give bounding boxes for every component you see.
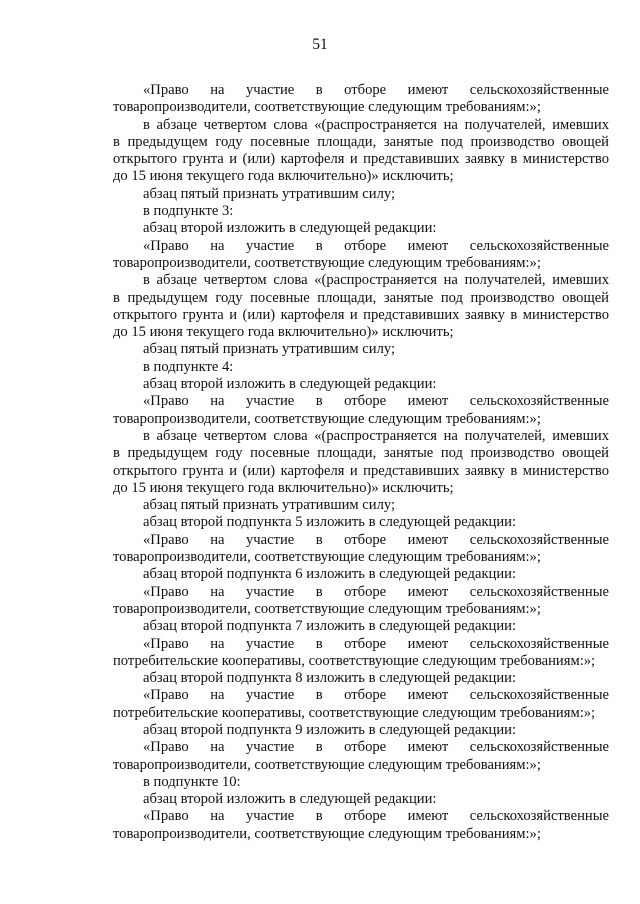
text-line: товаропроизводители, соответствующие следующим требованиям:»; <box>113 756 541 773</box>
text-line: потребительские кооперативы, соответствующие следующим требованиям:»; <box>113 704 596 721</box>
text-line: «Право на участие в отборе имеют сельскохозяйственные <box>143 687 609 704</box>
text-line: «Право на участие в отборе имеют сельскохозяйственные <box>143 739 609 756</box>
text-line: открытого грунта и (или) картофеля и представивших заявку в министерство <box>113 306 609 323</box>
text-line: товаропроизводители, соответствующие следующим требованиям:»; <box>113 410 541 427</box>
text-line: до 15 июня текущего года включительно)» исключить; <box>113 479 454 496</box>
text-line: «Право на участие в отборе имеют сельскохозяйственные <box>143 82 609 98</box>
text-line: в подпункте 3: <box>143 203 234 220</box>
text-line: абзац второй подпункта 5 изложить в следующей редакции: <box>143 514 517 531</box>
text-line: абзац второй подпункта 7 изложить в следующей редакции: <box>143 618 517 635</box>
text-line: «Право на участие в отборе имеют сельскохозяйственные <box>143 583 609 600</box>
text-line: в предыдущем году посевные площади, занятые под производство овощей <box>113 445 609 462</box>
text-line: до 15 июня текущего года включительно)» исключить; <box>113 168 454 185</box>
text-line: в подпункте 4: <box>143 358 234 375</box>
text-line: в подпункте 10: <box>143 773 241 790</box>
text-line: абзац пятый признать утратившим силу; <box>143 185 396 202</box>
text-line: товаропроизводители, соответствующие следующим требованиям:»; <box>113 825 541 842</box>
text-line: потребительские кооперативы, соответствующие следующим требованиям:»; <box>113 652 596 669</box>
text-line: абзац второй подпункта 9 изложить в следующей редакции: <box>143 721 517 738</box>
text-line: абзац второй изложить в следующей редакции: <box>143 791 437 808</box>
text-line: «Право на участие в отборе имеют сельскохозяйственные <box>143 531 609 548</box>
text-line: товаропроизводители, соответствующие следующим требованиям:»; <box>113 254 541 271</box>
text-line: товаропроизводители, соответствующие следующим требованиям:»; <box>113 99 541 116</box>
text-line: до 15 июня текущего года включительно)» исключить; <box>113 324 454 341</box>
text-line: в абзаце четвертом слова «(распространяется на получателей, имевших <box>143 427 609 444</box>
text-line: «Право на участие в отборе имеют сельскохозяйственные <box>143 393 609 410</box>
text-line: абзац пятый признать утратившим силу; <box>143 497 396 514</box>
text-line: абзац второй изложить в следующей редакции: <box>143 220 437 237</box>
text-line: в предыдущем году посевные площади, занятые под производство овощей <box>113 133 609 150</box>
text-line: «Право на участие в отборе имеют сельскохозяйственные <box>143 635 609 652</box>
page-number: 51 <box>312 36 328 53</box>
text-line: абзац второй подпункта 6 изложить в следующей редакции: <box>143 566 517 583</box>
text-line: открытого грунта и (или) картофеля и представивших заявку в министерство <box>113 462 609 479</box>
text-line: в абзаце четвертом слова «(распространяется на получателей, имевших <box>143 272 609 289</box>
document-body <box>113 82 609 843</box>
text-line: абзац второй подпункта 8 изложить в следующей редакции: <box>143 670 517 687</box>
text-line: абзац второй изложить в следующей редакции: <box>143 376 437 393</box>
text-line: открытого грунта и (или) картофеля и представивших заявку в министерство <box>113 151 609 168</box>
text-line: абзац пятый признать утратившим силу; <box>143 341 396 358</box>
text-line: в абзаце четвертом слова «(распространяется на получателей, имевших <box>143 116 609 133</box>
text-line: товаропроизводители, соответствующие следующим требованиям:»; <box>113 549 541 566</box>
text-line: «Право на участие в отборе имеют сельскохозяйственные <box>143 237 609 254</box>
text-line: «Право на участие в отборе имеют сельскохозяйственные <box>143 808 609 825</box>
text-line: товаропроизводители, соответствующие следующим требованиям:»; <box>113 600 541 617</box>
text-line: в предыдущем году посевные площади, занятые под производство овощей <box>113 289 609 306</box>
